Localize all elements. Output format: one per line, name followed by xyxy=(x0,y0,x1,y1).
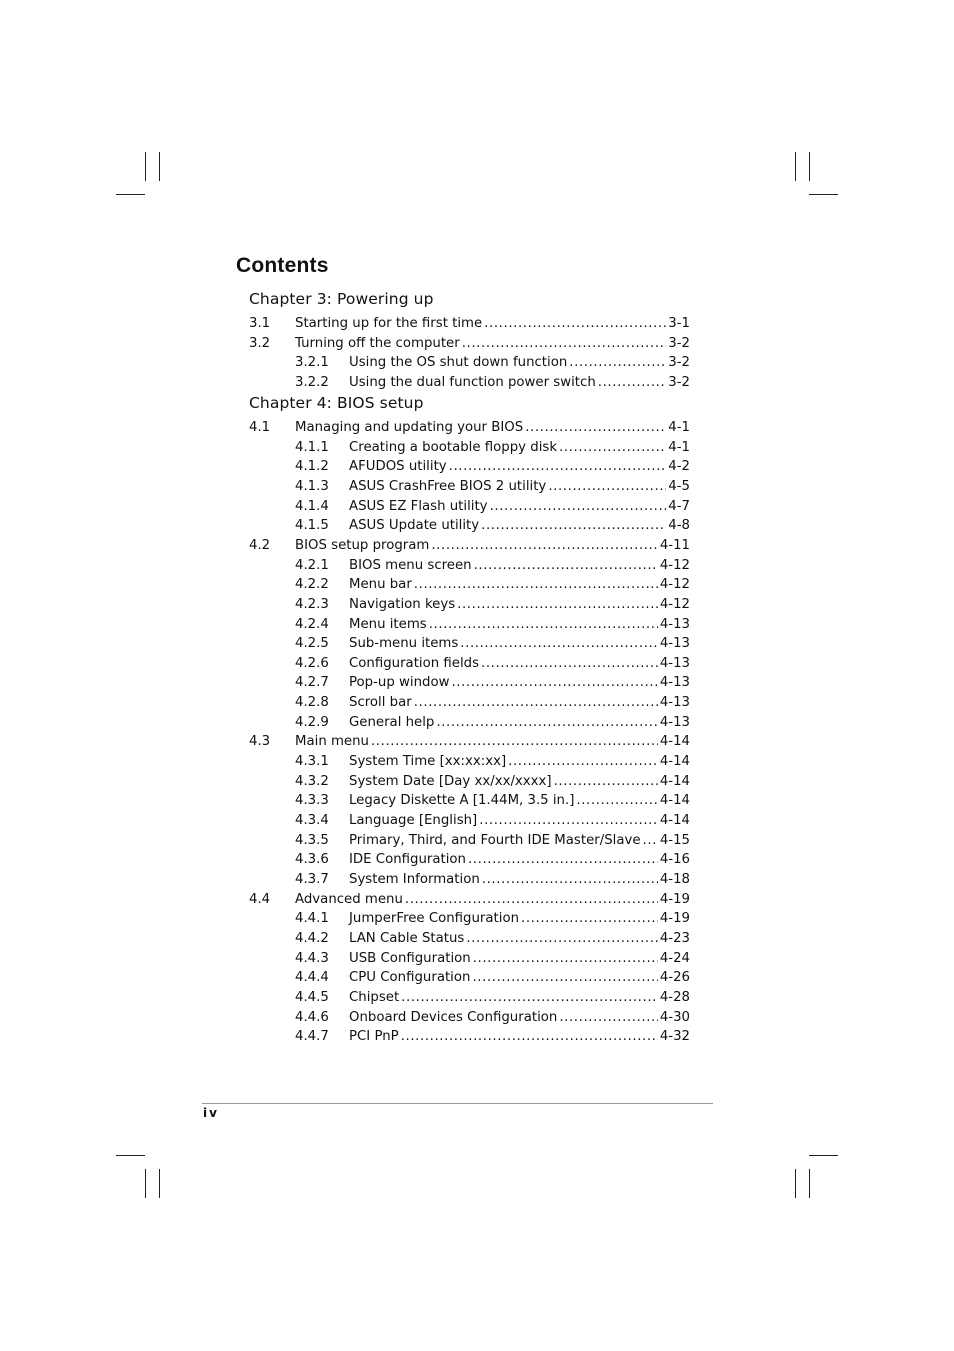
toc-entry-title: ASUS EZ Flash utility xyxy=(349,498,488,514)
toc-entry-page: 4-12 xyxy=(659,557,690,573)
toc-entry-number: 4.3.3 xyxy=(295,793,329,809)
toc-entry-title: AFUDOS utility xyxy=(349,459,447,475)
crop-mark-bottom-right-h xyxy=(809,1155,838,1156)
toc-entry-page: 4-13 xyxy=(659,636,690,652)
toc-entry-page: 4-30 xyxy=(659,1009,690,1025)
toc-entry-title: System Information xyxy=(349,871,480,887)
toc-entry[interactable] xyxy=(249,1027,690,1047)
toc-entry-title: Using the OS shut down function xyxy=(349,355,568,371)
toc-dot-leader xyxy=(460,634,658,654)
crop-mark-top-left-v1 xyxy=(145,152,146,181)
toc-entry-title: General help xyxy=(349,714,435,730)
toc-dot-leader xyxy=(576,791,657,811)
toc-dot-leader xyxy=(468,850,658,870)
toc-entry-number: 4.3.5 xyxy=(295,832,329,848)
toc-entry-page: 4-13 xyxy=(659,616,690,632)
toc-entry-page: 4-5 xyxy=(668,478,690,494)
toc-dot-leader xyxy=(559,438,666,458)
toc-dot-leader xyxy=(451,673,657,693)
toc-entry-title: Configuration fields xyxy=(349,655,480,671)
toc-entry-page: 4-24 xyxy=(659,950,690,966)
toc-dot-leader xyxy=(481,654,658,674)
toc-entry-page: 4-8 xyxy=(668,518,690,534)
toc-dot-leader xyxy=(554,772,658,792)
toc-entry-page: 4-14 xyxy=(659,793,690,809)
toc-dot-leader xyxy=(405,890,658,910)
toc-dot-leader xyxy=(414,575,658,595)
toc-entry-number: 4.2.6 xyxy=(295,655,329,671)
toc-dot-leader xyxy=(481,516,666,536)
toc-entry-page: 4-14 xyxy=(659,734,690,750)
toc-entry[interactable] xyxy=(249,850,690,870)
toc-entry[interactable] xyxy=(249,732,690,752)
toc-entry[interactable] xyxy=(249,949,690,969)
crop-mark-bottom-left-v1 xyxy=(145,1169,146,1198)
toc-entry-title: Scroll bar xyxy=(349,695,412,711)
toc-entry-page: 4-15 xyxy=(659,832,690,848)
toc-entry-number: 4.4.6 xyxy=(295,1009,329,1025)
toc-entry-title: CPU Configuration xyxy=(349,970,471,986)
crop-mark-bottom-right-v1 xyxy=(795,1169,796,1198)
footer-rule xyxy=(202,1103,713,1104)
toc-entry-number: 4.3.4 xyxy=(295,813,329,828)
crop-mark-top-left-h xyxy=(116,194,145,195)
toc-entry-number: 4.4.5 xyxy=(295,989,329,1005)
toc-dot-leader xyxy=(479,811,658,831)
toc-entry[interactable] xyxy=(249,556,690,576)
toc-entry-title: System Date [Day xx/xx/xxxx] xyxy=(349,773,552,789)
toc-entry-page: 4-14 xyxy=(659,813,690,828)
toc-entry-number: 4.1.2 xyxy=(295,459,329,475)
toc-dot-leader xyxy=(525,418,666,438)
toc-dot-leader xyxy=(569,353,666,373)
toc-entry-title: Managing and updating your BIOS xyxy=(295,420,524,435)
toc-dot-leader xyxy=(474,556,658,576)
toc-entry[interactable] xyxy=(249,791,690,811)
toc-dot-leader xyxy=(429,615,658,635)
page-number: iv xyxy=(203,1106,219,1120)
toc-entry[interactable] xyxy=(249,418,690,438)
toc-entry-number: 4.2 xyxy=(249,537,271,553)
toc-entry-title: Language [English] xyxy=(349,813,478,828)
toc-entry-title: JumperFree Configuration xyxy=(349,911,520,927)
toc-entry[interactable] xyxy=(249,909,690,929)
toc-entry-title: ASUS CrashFree BIOS 2 utility xyxy=(349,478,547,494)
toc-entry-number: 4.2.7 xyxy=(295,675,329,691)
toc-entry[interactable] xyxy=(249,752,690,772)
toc-entry-page: 4-1 xyxy=(668,420,690,435)
toc-dot-leader xyxy=(431,536,657,556)
toc-entry-title: Navigation keys xyxy=(349,596,456,612)
toc-entry-title: PCI PnP xyxy=(349,1029,399,1045)
toc-entry-number: 3.2 xyxy=(249,335,271,351)
toc-dot-leader xyxy=(482,870,658,890)
toc-dot-leader xyxy=(484,314,666,334)
toc-entry-number: 4.2.8 xyxy=(295,695,329,711)
chapter-heading: Chapter 3: Powering up xyxy=(249,290,434,308)
toc-entry-number: 4.3.7 xyxy=(295,871,329,887)
crop-mark-bottom-right-v2 xyxy=(809,1169,810,1198)
toc-entry-page: 4-13 xyxy=(659,714,690,730)
toc-entry-number: 4.2.9 xyxy=(295,714,329,730)
toc-entry-number: 4.2.2 xyxy=(295,577,329,593)
toc-entry-page: 4-1 xyxy=(668,439,690,455)
toc-entry-title: Pop-up window xyxy=(349,675,450,691)
toc-entry-title: Creating a bootable floppy disk xyxy=(349,439,558,455)
toc-dot-leader xyxy=(401,1027,658,1047)
toc-entry-page: 3-2 xyxy=(668,374,690,390)
toc-dot-leader xyxy=(548,477,666,497)
chapter-heading: Chapter 4: BIOS setup xyxy=(249,394,424,412)
toc-entry[interactable] xyxy=(249,536,690,556)
toc-entry-page: 4-12 xyxy=(659,577,690,593)
toc-dot-leader xyxy=(521,909,658,929)
toc-entry-page: 4-11 xyxy=(659,537,690,553)
toc-entry[interactable] xyxy=(249,713,690,733)
toc-entry-number: 4.4.1 xyxy=(295,911,329,927)
toc-entry-page: 4-19 xyxy=(659,911,690,927)
toc-entry-title: Onboard Devices Configuration xyxy=(349,1009,558,1025)
toc-dot-leader xyxy=(457,595,658,615)
toc-entry[interactable] xyxy=(249,693,690,713)
toc-entry-title: ASUS Update utility xyxy=(349,518,480,534)
toc-entry-number: 4.4.3 xyxy=(295,950,329,966)
toc-entry-number: 4.2.4 xyxy=(295,616,329,632)
toc-entry-page: 4-26 xyxy=(659,970,690,986)
toc-entry-page: 4-14 xyxy=(659,754,690,770)
toc-entry-title: Advanced menu xyxy=(295,891,403,907)
toc-dot-leader xyxy=(643,831,658,851)
toc-entry-number: 4.1.4 xyxy=(295,498,329,514)
toc-entry-number: 4.4.2 xyxy=(295,930,329,946)
toc-entry-title: Starting up for the first time xyxy=(295,316,483,331)
toc-entry-title: Menu bar xyxy=(349,577,412,593)
toc-entry-title: Legacy Diskette A [1.44M, 3.5 in.] xyxy=(349,793,575,809)
toc-entry-number: 4.3.1 xyxy=(295,754,329,770)
toc-entry[interactable] xyxy=(249,1008,690,1028)
toc-entry-number: 3.2.1 xyxy=(295,355,329,371)
toc-entry-title: USB Configuration xyxy=(349,950,471,966)
toc-dot-leader xyxy=(559,1008,657,1028)
crop-mark-top-right-h xyxy=(809,194,838,195)
toc-entry[interactable] xyxy=(249,373,690,393)
toc-entry[interactable] xyxy=(249,988,690,1008)
toc-entry-page: 4-2 xyxy=(668,459,690,475)
toc-entry-number: 4.1.3 xyxy=(295,478,329,494)
crop-mark-bottom-left-v2 xyxy=(159,1169,160,1198)
toc-entry[interactable] xyxy=(249,968,690,988)
crop-mark-top-right-v1 xyxy=(795,152,796,181)
toc-entry-page: 3-1 xyxy=(668,316,690,331)
toc-entry-number: 4.3.6 xyxy=(295,852,329,868)
toc-entry-number: 3.1 xyxy=(249,316,271,331)
crop-mark-top-right-v2 xyxy=(809,152,810,181)
toc-dot-leader xyxy=(414,693,658,713)
toc-entry-page: 4-7 xyxy=(668,498,690,514)
toc-entry-page: 4-12 xyxy=(659,596,690,612)
toc-dot-leader xyxy=(449,457,667,477)
toc-dot-leader xyxy=(472,968,657,988)
toc-entry-number: 4.4 xyxy=(249,891,271,907)
toc-entry-page: 4-13 xyxy=(659,675,690,691)
toc-dot-leader xyxy=(436,713,657,733)
toc-entry-page: 3-2 xyxy=(668,355,690,371)
toc-dot-leader xyxy=(508,752,658,772)
toc-dot-leader xyxy=(462,334,667,354)
toc-entry[interactable] xyxy=(249,615,690,635)
toc-dot-leader xyxy=(466,929,657,949)
toc-dot-leader xyxy=(598,373,667,393)
toc-entry-number: 3.2.2 xyxy=(295,374,329,390)
toc-entry-page: 4-18 xyxy=(659,871,690,887)
crop-mark-bottom-left-h xyxy=(116,1155,145,1156)
toc-entry-page: 4-23 xyxy=(659,930,690,946)
toc-entry[interactable] xyxy=(249,438,690,458)
toc-entry-number: 4.1.1 xyxy=(295,439,329,455)
toc-entry[interactable] xyxy=(249,929,690,949)
toc-entry[interactable] xyxy=(249,353,690,373)
toc-entry-page: 4-13 xyxy=(659,695,690,711)
toc-entry[interactable] xyxy=(249,673,690,693)
toc-entry[interactable] xyxy=(249,654,690,674)
toc-entry-number: 4.3.2 xyxy=(295,773,329,789)
toc-entry-title: Chipset xyxy=(349,989,400,1005)
toc-entry-title: System Time [xx:xx:xx] xyxy=(349,754,507,770)
toc-entry-title: BIOS setup program xyxy=(295,537,430,553)
toc-entry[interactable] xyxy=(249,457,690,477)
toc-entry[interactable] xyxy=(249,477,690,497)
toc-entry-title: BIOS menu screen xyxy=(349,557,472,573)
toc-entry[interactable] xyxy=(249,314,690,334)
toc-entry[interactable] xyxy=(249,831,690,851)
toc-entry-page: 4-32 xyxy=(659,1029,690,1045)
toc-entry-number: 4.4.7 xyxy=(295,1029,329,1045)
toc-entry[interactable] xyxy=(249,870,690,890)
toc-entry-title: LAN Cable Status xyxy=(349,930,465,946)
toc-entry[interactable] xyxy=(249,575,690,595)
toc-dot-leader xyxy=(371,732,658,752)
toc-entry[interactable] xyxy=(249,497,690,517)
toc-entry-title: Turning off the computer xyxy=(295,335,460,351)
toc-dot-leader xyxy=(473,949,658,969)
toc-entry-number: 4.1 xyxy=(249,420,271,435)
toc-entry-title: Menu items xyxy=(349,616,427,632)
toc-entry-number: 4.1.5 xyxy=(295,518,329,534)
page-title: Contents xyxy=(236,254,329,277)
toc-entry-page: 4-28 xyxy=(659,989,690,1005)
toc-entry-number: 4.3 xyxy=(249,734,271,750)
toc-dot-leader xyxy=(401,988,658,1008)
toc-entry-page: 4-13 xyxy=(659,655,690,671)
toc-entry[interactable] xyxy=(249,811,690,831)
toc-entry[interactable] xyxy=(249,516,690,536)
toc-entry-title: IDE Configuration xyxy=(349,852,466,868)
toc-entry-number: 4.2.5 xyxy=(295,636,329,652)
toc-entry[interactable] xyxy=(249,890,690,910)
toc-entry-number: 4.2.3 xyxy=(295,596,329,612)
toc-entry-page: 4-14 xyxy=(659,773,690,789)
toc-dot-leader xyxy=(490,497,667,517)
toc-entry-page: 3-2 xyxy=(668,335,690,351)
toc-entry[interactable] xyxy=(249,595,690,615)
toc-entry-number: 4.4.4 xyxy=(295,970,329,986)
toc-entry-title: Primary, Third, and Fourth IDE Master/Slave xyxy=(349,832,641,848)
toc-entry-title: Using the dual function power switch xyxy=(349,374,596,390)
toc-entry[interactable] xyxy=(249,334,690,354)
toc-entry-page: 4-19 xyxy=(659,891,690,907)
toc-entry-title: Sub-menu items xyxy=(349,636,459,652)
toc-entry[interactable] xyxy=(249,772,690,792)
toc-entry-title: Main menu xyxy=(295,734,369,750)
toc-entry-page: 4-16 xyxy=(659,852,690,868)
toc-entry-number: 4.2.1 xyxy=(295,557,329,573)
crop-mark-top-left-v2 xyxy=(159,152,160,181)
toc-entry[interactable] xyxy=(249,634,690,654)
